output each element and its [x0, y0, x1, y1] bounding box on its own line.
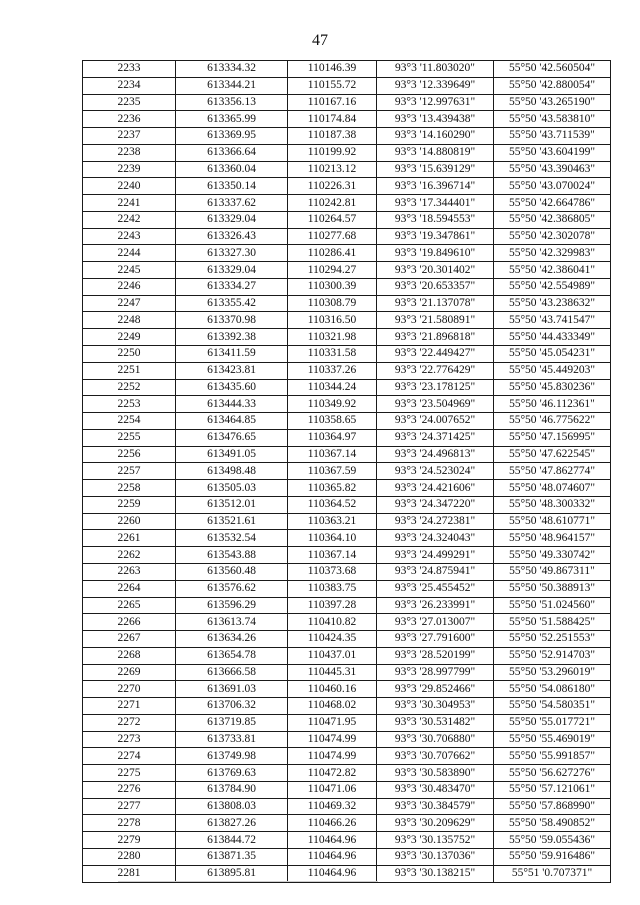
point-number-cell: 2266	[83, 614, 176, 631]
point-number-cell: 2281	[83, 865, 176, 882]
x-coordinate-cell: 613337.62	[176, 195, 288, 212]
coordinates-table-body	[83, 61, 611, 883]
x-coordinate-cell: 613464.85	[176, 413, 288, 430]
point-number-cell: 2252	[83, 379, 176, 396]
table-row	[83, 413, 611, 430]
point-number-cell: 2243	[83, 228, 176, 245]
latitude-cell: 55°50 '51.024560"	[494, 597, 611, 614]
x-coordinate-cell: 613365.99	[176, 111, 288, 128]
longitude-cell: 93°3 '30.706880"	[377, 731, 494, 748]
table-row	[83, 312, 611, 329]
latitude-cell: 55°50 '56.627276"	[494, 765, 611, 782]
y-coordinate-cell: 110286.41	[288, 245, 377, 262]
x-coordinate-cell: 613543.88	[176, 547, 288, 564]
table-row	[83, 647, 611, 664]
latitude-cell: 55°50 '55.017721"	[494, 714, 611, 731]
latitude-cell: 55°50 '47.862774"	[494, 463, 611, 480]
point-number-cell: 2239	[83, 161, 176, 178]
latitude-cell: 55°50 '59.055436"	[494, 832, 611, 849]
latitude-cell: 55°50 '42.560504"	[494, 61, 611, 78]
latitude-cell: 55°50 '45.054231"	[494, 346, 611, 363]
latitude-cell: 55°50 '45.449203"	[494, 362, 611, 379]
point-number-cell: 2244	[83, 245, 176, 262]
page-number: 47	[312, 32, 328, 49]
longitude-cell: 93°3 '27.791600"	[377, 631, 494, 648]
table-row	[83, 815, 611, 832]
longitude-cell: 93°3 '24.499291"	[377, 547, 494, 564]
table-row	[83, 547, 611, 564]
longitude-cell: 93°3 '25.455452"	[377, 580, 494, 597]
x-coordinate-cell: 613895.81	[176, 865, 288, 882]
longitude-cell: 93°3 '22.776429"	[377, 362, 494, 379]
x-coordinate-cell: 613654.78	[176, 647, 288, 664]
longitude-cell: 93°3 '12.339649"	[377, 77, 494, 94]
point-number-cell: 2271	[83, 698, 176, 715]
longitude-cell: 93°3 '21.580891"	[377, 312, 494, 329]
longitude-cell: 93°3 '20.301402"	[377, 262, 494, 279]
x-coordinate-cell: 613329.04	[176, 262, 288, 279]
table-row	[83, 496, 611, 513]
point-number-cell: 2251	[83, 362, 176, 379]
y-coordinate-cell: 110300.39	[288, 278, 377, 295]
point-number-cell: 2250	[83, 346, 176, 363]
table-row	[83, 195, 611, 212]
longitude-cell: 93°3 '30.384579"	[377, 798, 494, 815]
point-number-cell: 2267	[83, 631, 176, 648]
latitude-cell: 55°50 '42.386041"	[494, 262, 611, 279]
table-row	[83, 446, 611, 463]
point-number-cell: 2262	[83, 547, 176, 564]
table-row	[83, 429, 611, 446]
y-coordinate-cell: 110146.39	[288, 61, 377, 78]
x-coordinate-cell: 613560.48	[176, 563, 288, 580]
table-row	[83, 245, 611, 262]
y-coordinate-cell: 110474.99	[288, 731, 377, 748]
point-number-cell: 2245	[83, 262, 176, 279]
table-row	[83, 379, 611, 396]
x-coordinate-cell: 613329.04	[176, 211, 288, 228]
latitude-cell: 55°50 '48.074607"	[494, 480, 611, 497]
x-coordinate-cell: 613356.13	[176, 94, 288, 111]
latitude-cell: 55°50 '43.238632"	[494, 295, 611, 312]
latitude-cell: 55°50 '54.580351"	[494, 698, 611, 715]
x-coordinate-cell: 613871.35	[176, 848, 288, 865]
y-coordinate-cell: 110349.92	[288, 396, 377, 413]
table-row	[83, 111, 611, 128]
y-coordinate-cell: 110410.82	[288, 614, 377, 631]
point-number-cell: 2278	[83, 815, 176, 832]
table-row	[83, 865, 611, 882]
y-coordinate-cell: 110226.31	[288, 178, 377, 195]
y-coordinate-cell: 110367.14	[288, 446, 377, 463]
y-coordinate-cell: 110466.26	[288, 815, 377, 832]
point-number-cell: 2261	[83, 530, 176, 547]
point-number-cell: 2280	[83, 848, 176, 865]
latitude-cell: 55°50 '47.622545"	[494, 446, 611, 463]
y-coordinate-cell: 110469.32	[288, 798, 377, 815]
latitude-cell: 55°50 '43.741547"	[494, 312, 611, 329]
x-coordinate-cell: 613512.01	[176, 496, 288, 513]
point-number-cell: 2234	[83, 77, 176, 94]
y-coordinate-cell: 110199.92	[288, 144, 377, 161]
point-number-cell: 2235	[83, 94, 176, 111]
table-row	[83, 664, 611, 681]
x-coordinate-cell: 613706.32	[176, 698, 288, 715]
longitude-cell: 93°3 '20.653357"	[377, 278, 494, 295]
latitude-cell: 55°50 '42.329983"	[494, 245, 611, 262]
table-row	[83, 161, 611, 178]
x-coordinate-cell: 613719.85	[176, 714, 288, 731]
table-row	[83, 228, 611, 245]
point-number-cell: 2247	[83, 295, 176, 312]
point-number-cell: 2272	[83, 714, 176, 731]
x-coordinate-cell: 613733.81	[176, 731, 288, 748]
x-coordinate-cell: 613784.90	[176, 781, 288, 798]
table-row	[83, 530, 611, 547]
footer-rule	[118, 881, 378, 882]
y-coordinate-cell: 110363.21	[288, 513, 377, 530]
y-coordinate-cell: 110471.06	[288, 781, 377, 798]
latitude-cell: 55°50 '44.433349"	[494, 329, 611, 346]
y-coordinate-cell: 110397.28	[288, 597, 377, 614]
table-row	[83, 832, 611, 849]
longitude-cell: 93°3 '24.496813"	[377, 446, 494, 463]
point-number-cell: 2264	[83, 580, 176, 597]
y-coordinate-cell: 110167.16	[288, 94, 377, 111]
longitude-cell: 93°3 '30.135752"	[377, 832, 494, 849]
longitude-cell: 93°3 '30.483470"	[377, 781, 494, 798]
point-number-cell: 2275	[83, 765, 176, 782]
y-coordinate-cell: 110308.79	[288, 295, 377, 312]
point-number-cell: 2274	[83, 748, 176, 765]
point-number-cell: 2257	[83, 463, 176, 480]
point-number-cell: 2259	[83, 496, 176, 513]
latitude-cell: 55°50 '43.390463"	[494, 161, 611, 178]
latitude-cell: 55°50 '58.490852"	[494, 815, 611, 832]
table-row	[83, 798, 611, 815]
table-row	[83, 278, 611, 295]
table-row	[83, 463, 611, 480]
x-coordinate-cell: 613444.33	[176, 396, 288, 413]
point-number-cell: 2236	[83, 111, 176, 128]
x-coordinate-cell: 613691.03	[176, 681, 288, 698]
latitude-cell: 55°50 '43.711539"	[494, 128, 611, 145]
latitude-cell: 55°50 '45.830236"	[494, 379, 611, 396]
longitude-cell: 93°3 '19.347861"	[377, 228, 494, 245]
latitude-cell: 55°51 '0.707371"	[494, 865, 611, 882]
y-coordinate-cell: 110316.50	[288, 312, 377, 329]
latitude-cell: 55°50 '51.588425"	[494, 614, 611, 631]
table-row	[83, 681, 611, 698]
x-coordinate-cell: 613327.30	[176, 245, 288, 262]
latitude-cell: 55°50 '42.386805"	[494, 211, 611, 228]
longitude-cell: 93°3 '18.594553"	[377, 211, 494, 228]
y-coordinate-cell: 110277.68	[288, 228, 377, 245]
table-row	[83, 211, 611, 228]
x-coordinate-cell: 613769.63	[176, 765, 288, 782]
table-row	[83, 128, 611, 145]
longitude-cell: 93°3 '19.849610"	[377, 245, 494, 262]
latitude-cell: 55°50 '57.868990"	[494, 798, 611, 815]
y-coordinate-cell: 110464.96	[288, 865, 377, 882]
y-coordinate-cell: 110367.59	[288, 463, 377, 480]
x-coordinate-cell: 613370.98	[176, 312, 288, 329]
latitude-cell: 55°50 '54.086180"	[494, 681, 611, 698]
x-coordinate-cell: 613498.48	[176, 463, 288, 480]
y-coordinate-cell: 110264.57	[288, 211, 377, 228]
latitude-cell: 55°50 '55.469019"	[494, 731, 611, 748]
table-row	[83, 563, 611, 580]
y-coordinate-cell: 110468.02	[288, 698, 377, 715]
x-coordinate-cell: 613808.03	[176, 798, 288, 815]
longitude-cell: 93°3 '27.013007"	[377, 614, 494, 631]
x-coordinate-cell: 613844.72	[176, 832, 288, 849]
table-row	[83, 295, 611, 312]
table-row	[83, 597, 611, 614]
y-coordinate-cell: 110472.82	[288, 765, 377, 782]
y-coordinate-cell: 110424.35	[288, 631, 377, 648]
longitude-cell: 93°3 '21.896818"	[377, 329, 494, 346]
point-number-cell: 2242	[83, 211, 176, 228]
x-coordinate-cell: 613334.27	[176, 278, 288, 295]
latitude-cell: 55°50 '57.121061"	[494, 781, 611, 798]
latitude-cell: 55°50 '42.880054"	[494, 77, 611, 94]
point-number-cell: 2265	[83, 597, 176, 614]
table-row	[83, 580, 611, 597]
y-coordinate-cell: 110464.96	[288, 832, 377, 849]
x-coordinate-cell: 613344.21	[176, 77, 288, 94]
longitude-cell: 93°3 '24.324043"	[377, 530, 494, 547]
table-row	[83, 513, 611, 530]
x-coordinate-cell: 613360.04	[176, 161, 288, 178]
latitude-cell: 55°50 '42.664786"	[494, 195, 611, 212]
x-coordinate-cell: 613423.81	[176, 362, 288, 379]
longitude-cell: 93°3 '24.272381"	[377, 513, 494, 530]
point-number-cell: 2237	[83, 128, 176, 145]
latitude-cell: 55°50 '43.604199"	[494, 144, 611, 161]
point-number-cell: 2248	[83, 312, 176, 329]
x-coordinate-cell: 613326.43	[176, 228, 288, 245]
x-coordinate-cell: 613521.61	[176, 513, 288, 530]
x-coordinate-cell: 613532.54	[176, 530, 288, 547]
latitude-cell: 55°50 '46.775622"	[494, 413, 611, 430]
longitude-cell: 93°3 '30.209629"	[377, 815, 494, 832]
longitude-cell: 93°3 '13.439438"	[377, 111, 494, 128]
coordinates-table	[82, 60, 611, 883]
table-row	[83, 61, 611, 78]
table-row	[83, 329, 611, 346]
point-number-cell: 2256	[83, 446, 176, 463]
longitude-cell: 93°3 '12.997631"	[377, 94, 494, 111]
latitude-cell: 55°50 '50.388913"	[494, 580, 611, 597]
x-coordinate-cell: 613634.26	[176, 631, 288, 648]
y-coordinate-cell: 110364.52	[288, 496, 377, 513]
longitude-cell: 93°3 '17.344401"	[377, 195, 494, 212]
latitude-cell: 55°50 '42.302078"	[494, 228, 611, 245]
table-row	[83, 731, 611, 748]
y-coordinate-cell: 110331.58	[288, 346, 377, 363]
longitude-cell: 93°3 '30.137036"	[377, 848, 494, 865]
y-coordinate-cell: 110367.14	[288, 547, 377, 564]
point-number-cell: 2258	[83, 480, 176, 497]
latitude-cell: 55°50 '47.156995"	[494, 429, 611, 446]
x-coordinate-cell: 613491.05	[176, 446, 288, 463]
y-coordinate-cell: 110383.75	[288, 580, 377, 597]
y-coordinate-cell: 110373.68	[288, 563, 377, 580]
y-coordinate-cell: 110471.95	[288, 714, 377, 731]
longitude-cell: 93°3 '24.875941"	[377, 563, 494, 580]
table-row	[83, 178, 611, 195]
longitude-cell: 93°3 '14.160290"	[377, 128, 494, 145]
x-coordinate-cell: 613476.65	[176, 429, 288, 446]
latitude-cell: 55°50 '49.330742"	[494, 547, 611, 564]
table-row	[83, 144, 611, 161]
x-coordinate-cell: 613350.14	[176, 178, 288, 195]
point-number-cell: 2269	[83, 664, 176, 681]
latitude-cell: 55°50 '46.112361"	[494, 396, 611, 413]
y-coordinate-cell: 110445.31	[288, 664, 377, 681]
latitude-cell: 55°50 '59.916486"	[494, 848, 611, 865]
point-number-cell: 2246	[83, 278, 176, 295]
point-number-cell: 2270	[83, 681, 176, 698]
point-number-cell: 2253	[83, 396, 176, 413]
longitude-cell: 93°3 '16.396714"	[377, 178, 494, 195]
table-row	[83, 396, 611, 413]
longitude-cell: 93°3 '23.178125"	[377, 379, 494, 396]
y-coordinate-cell: 110187.38	[288, 128, 377, 145]
table-row	[83, 765, 611, 782]
longitude-cell: 93°3 '30.531482"	[377, 714, 494, 731]
point-number-cell: 2238	[83, 144, 176, 161]
longitude-cell: 93°3 '28.997799"	[377, 664, 494, 681]
y-coordinate-cell: 110213.12	[288, 161, 377, 178]
latitude-cell: 55°50 '52.251553"	[494, 631, 611, 648]
point-number-cell: 2249	[83, 329, 176, 346]
point-number-cell: 2240	[83, 178, 176, 195]
longitude-cell: 93°3 '22.449427"	[377, 346, 494, 363]
longitude-cell: 93°3 '14.880819"	[377, 144, 494, 161]
y-coordinate-cell: 110242.81	[288, 195, 377, 212]
y-coordinate-cell: 110174.84	[288, 111, 377, 128]
table-row	[83, 77, 611, 94]
x-coordinate-cell: 613411.59	[176, 346, 288, 363]
table-row	[83, 748, 611, 765]
y-coordinate-cell: 110437.01	[288, 647, 377, 664]
latitude-cell: 55°50 '55.991857"	[494, 748, 611, 765]
latitude-cell: 55°50 '43.583810"	[494, 111, 611, 128]
longitude-cell: 93°3 '30.707662"	[377, 748, 494, 765]
longitude-cell: 93°3 '24.421606"	[377, 480, 494, 497]
longitude-cell: 93°3 '30.304953"	[377, 698, 494, 715]
y-coordinate-cell: 110294.27	[288, 262, 377, 279]
y-coordinate-cell: 110344.24	[288, 379, 377, 396]
table-row	[83, 362, 611, 379]
y-coordinate-cell: 110321.98	[288, 329, 377, 346]
latitude-cell: 55°50 '42.554989"	[494, 278, 611, 295]
y-coordinate-cell: 110155.72	[288, 77, 377, 94]
x-coordinate-cell: 613666.58	[176, 664, 288, 681]
latitude-cell: 55°50 '48.300332"	[494, 496, 611, 513]
point-number-cell: 2277	[83, 798, 176, 815]
longitude-cell: 93°3 '24.007652"	[377, 413, 494, 430]
y-coordinate-cell: 110464.96	[288, 848, 377, 865]
table-row	[83, 262, 611, 279]
y-coordinate-cell: 110460.16	[288, 681, 377, 698]
longitude-cell: 93°3 '26.233991"	[377, 597, 494, 614]
table-row	[83, 631, 611, 648]
x-coordinate-cell: 613505.03	[176, 480, 288, 497]
point-number-cell: 2254	[83, 413, 176, 430]
x-coordinate-cell: 613334.32	[176, 61, 288, 78]
y-coordinate-cell: 110474.99	[288, 748, 377, 765]
latitude-cell: 55°50 '48.964157"	[494, 530, 611, 547]
table-row	[83, 346, 611, 363]
point-number-cell: 2263	[83, 563, 176, 580]
x-coordinate-cell: 613392.38	[176, 329, 288, 346]
latitude-cell: 55°50 '43.070024"	[494, 178, 611, 195]
x-coordinate-cell: 613366.64	[176, 144, 288, 161]
longitude-cell: 93°3 '21.137078"	[377, 295, 494, 312]
longitude-cell: 93°3 '24.347220"	[377, 496, 494, 513]
table-row	[83, 614, 611, 631]
longitude-cell: 93°3 '23.504969"	[377, 396, 494, 413]
table-row	[83, 714, 611, 731]
x-coordinate-cell: 613613.74	[176, 614, 288, 631]
x-coordinate-cell: 613435.60	[176, 379, 288, 396]
point-number-cell: 2255	[83, 429, 176, 446]
latitude-cell: 55°50 '48.610771"	[494, 513, 611, 530]
longitude-cell: 93°3 '29.852466"	[377, 681, 494, 698]
x-coordinate-cell: 613369.95	[176, 128, 288, 145]
table-row	[83, 848, 611, 865]
latitude-cell: 55°50 '49.867311"	[494, 563, 611, 580]
longitude-cell: 93°3 '30.583890"	[377, 765, 494, 782]
table-row	[83, 698, 611, 715]
x-coordinate-cell: 613355.42	[176, 295, 288, 312]
x-coordinate-cell: 613596.29	[176, 597, 288, 614]
point-number-cell: 2241	[83, 195, 176, 212]
point-number-cell: 2268	[83, 647, 176, 664]
y-coordinate-cell: 110364.97	[288, 429, 377, 446]
longitude-cell: 93°3 '15.639129"	[377, 161, 494, 178]
longitude-cell: 93°3 '24.523024"	[377, 463, 494, 480]
point-number-cell: 2276	[83, 781, 176, 798]
longitude-cell: 93°3 '30.138215"	[377, 865, 494, 882]
latitude-cell: 55°50 '43.265190"	[494, 94, 611, 111]
table-row	[83, 480, 611, 497]
latitude-cell: 55°50 '52.914703"	[494, 647, 611, 664]
longitude-cell: 93°3 '24.371425"	[377, 429, 494, 446]
table-row	[83, 781, 611, 798]
point-number-cell: 2233	[83, 61, 176, 78]
x-coordinate-cell: 613749.98	[176, 748, 288, 765]
point-number-cell: 2279	[83, 832, 176, 849]
point-number-cell: 2273	[83, 731, 176, 748]
longitude-cell: 93°3 '28.520199"	[377, 647, 494, 664]
y-coordinate-cell: 110364.10	[288, 530, 377, 547]
x-coordinate-cell: 613827.26	[176, 815, 288, 832]
table-row	[83, 94, 611, 111]
latitude-cell: 55°50 '53.296019"	[494, 664, 611, 681]
y-coordinate-cell: 110337.26	[288, 362, 377, 379]
y-coordinate-cell: 110365.82	[288, 480, 377, 497]
y-coordinate-cell: 110358.65	[288, 413, 377, 430]
x-coordinate-cell: 613576.62	[176, 580, 288, 597]
point-number-cell: 2260	[83, 513, 176, 530]
longitude-cell: 93°3 '11.803020"	[377, 61, 494, 78]
